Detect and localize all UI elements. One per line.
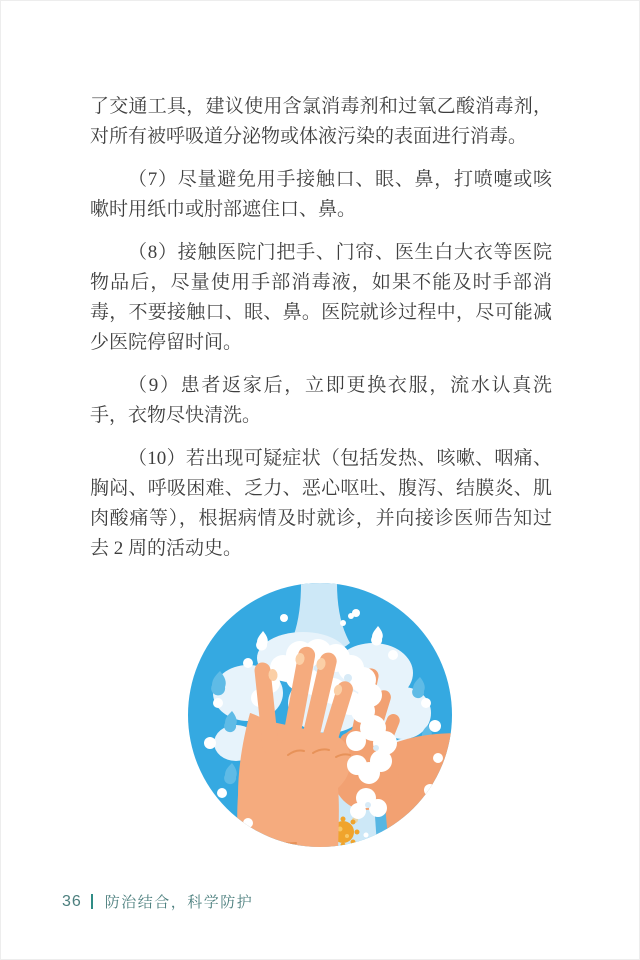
handwashing-svg (188, 583, 452, 847)
paragraph: （8）接触医院门把手、门帘、医生白大衣等医院物品后，尽量使用手部消毒液，如果不能及时手部消毒，不要接触口、眼、鼻。医院就诊过程中，尽可能减少医院停留时间。 (90, 242, 552, 353)
footer-title: 防治结合，科学防护 (104, 894, 254, 911)
paragraph: （9）患者返家后，立即更换衣服，流水认真洗手，衣物尽快清洗。 (90, 375, 552, 426)
paragraph: （10）若出现可疑症状（包括发热、咳嗽、咽痛、胸闷、呼吸困难、乏力、恶心呕吐、腹泻、结膜炎、肌肉酸痛等），根据病情及时就诊，并向接诊医师告知过去 2 周的活动史。 (90, 448, 552, 559)
footer-divider (91, 894, 93, 909)
paragraphs (90, 92, 552, 564)
paragraph: 了交通工具，建议使用含氯消毒剂和过氧乙酸消毒剂，对所有被呼吸道分泌物或体液污染的表面进行消毒。 (90, 96, 552, 147)
text-content (90, 92, 552, 577)
page-footer (62, 891, 253, 912)
handwashing-illustration (188, 583, 452, 847)
page-number: 36 (62, 892, 82, 910)
paragraph: （7）尽量避免用手接触口、眼、鼻，打喷嚏或咳嗽时用纸巾或肘部遮住口、鼻。 (90, 169, 552, 220)
